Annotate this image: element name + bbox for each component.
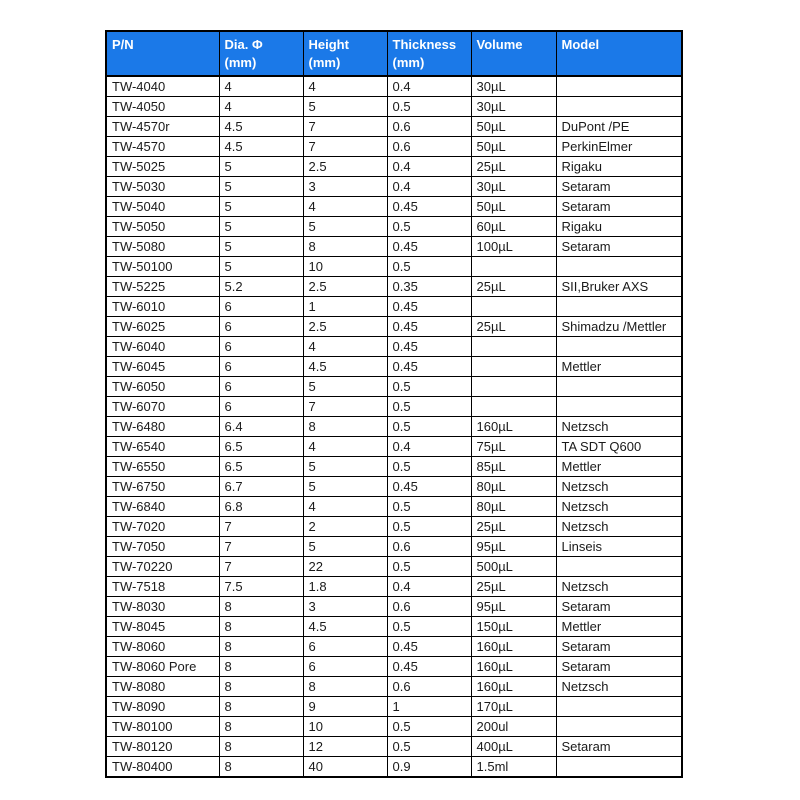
table-row <box>106 517 682 537</box>
table-cell: 2 <box>303 517 387 537</box>
table-cell: 8 <box>303 417 387 437</box>
table-cell: 160µL <box>471 417 556 437</box>
cell-pn: TW-8045 <box>106 617 219 637</box>
table-cell: PerkinElmer <box>556 137 682 157</box>
table-cell: Mettler <box>556 357 682 377</box>
table-cell: 95µL <box>471 597 556 617</box>
table-cell: 7 <box>303 117 387 137</box>
table-cell <box>556 76 682 97</box>
table-cell <box>556 757 682 778</box>
header-cell-thickness <box>387 31 471 76</box>
table-cell: 0.45 <box>387 237 471 257</box>
table-cell: 7 <box>303 137 387 157</box>
table-cell: 8 <box>219 757 303 778</box>
table-cell: SII,Bruker AXS <box>556 277 682 297</box>
table-cell: 4 <box>219 76 303 97</box>
table-cell: 8 <box>219 737 303 757</box>
table-cell: 0.4 <box>387 577 471 597</box>
table-cell: 30µL <box>471 76 556 97</box>
table-cell: Linseis <box>556 537 682 557</box>
spec-table-container <box>105 30 683 778</box>
cell-pn: TW-4570 <box>106 137 219 157</box>
table-cell: 0.6 <box>387 537 471 557</box>
cell-pn: TW-5080 <box>106 237 219 257</box>
table-cell: Netzsch <box>556 677 682 697</box>
table-cell: Netzsch <box>556 477 682 497</box>
table-cell: 7 <box>303 397 387 417</box>
table-cell: 9 <box>303 697 387 717</box>
cell-pn: TW-6040 <box>106 337 219 357</box>
cell-pn: TW-7020 <box>106 517 219 537</box>
table-cell: Setaram <box>556 597 682 617</box>
table-cell: 0.4 <box>387 157 471 177</box>
cell-pn: TW-80400 <box>106 757 219 778</box>
table-row <box>106 577 682 597</box>
table-cell: 60µL <box>471 217 556 237</box>
header-label: Height <box>308 37 349 52</box>
cell-pn: TW-5025 <box>106 157 219 177</box>
table-cell: 5 <box>303 457 387 477</box>
cell-pn: TW-6010 <box>106 297 219 317</box>
cell-pn: TW-8090 <box>106 697 219 717</box>
table-cell: 0.5 <box>387 397 471 417</box>
table-cell: 50µL <box>471 137 556 157</box>
table-cell: 0.5 <box>387 217 471 237</box>
table-cell: 4 <box>303 437 387 457</box>
table-row <box>106 637 682 657</box>
table-cell: 40 <box>303 757 387 778</box>
table-row <box>106 197 682 217</box>
table-cell: 0.9 <box>387 757 471 778</box>
table-cell: TA SDT Q600 <box>556 437 682 457</box>
table-cell: 4 <box>303 76 387 97</box>
table-cell: 6 <box>219 337 303 357</box>
table-row <box>106 497 682 517</box>
table-cell: 85µL <box>471 457 556 477</box>
header-label: Thickness <box>392 37 457 52</box>
header-label: Model <box>561 37 600 52</box>
table-cell: 0.5 <box>387 417 471 437</box>
table-cell: 160µL <box>471 677 556 697</box>
table-row <box>106 417 682 437</box>
table-row <box>106 317 682 337</box>
cell-pn: TW-5050 <box>106 217 219 237</box>
table-cell: 7.5 <box>219 577 303 597</box>
cell-pn: TW-70220 <box>106 557 219 577</box>
table-cell: 8 <box>303 237 387 257</box>
table-cell <box>471 377 556 397</box>
table-cell: 6 <box>219 397 303 417</box>
header-label: Dia. Φ <box>224 37 263 52</box>
table-row <box>106 657 682 677</box>
table-cell: Setaram <box>556 737 682 757</box>
table-cell: 80µL <box>471 497 556 517</box>
table-cell: 4 <box>303 197 387 217</box>
table-cell <box>556 297 682 317</box>
table-cell: 5 <box>303 537 387 557</box>
table-row <box>106 457 682 477</box>
table-cell: 5 <box>219 197 303 217</box>
table-row <box>106 97 682 117</box>
table-cell: 160µL <box>471 637 556 657</box>
table-cell: Rigaku <box>556 217 682 237</box>
table-cell: Rigaku <box>556 157 682 177</box>
table-cell: 10 <box>303 257 387 277</box>
cell-pn: TW-4040 <box>106 76 219 97</box>
cell-pn: TW-5030 <box>106 177 219 197</box>
table-cell: 100µL <box>471 237 556 257</box>
table-cell: 8 <box>219 617 303 637</box>
table-cell: Mettler <box>556 617 682 637</box>
table-cell: 6.5 <box>219 437 303 457</box>
table-cell: Setaram <box>556 197 682 217</box>
table-cell: 95µL <box>471 537 556 557</box>
table-cell: Setaram <box>556 177 682 197</box>
table-cell: 0.6 <box>387 137 471 157</box>
header-label: Volume <box>476 37 523 52</box>
header-row <box>106 31 682 76</box>
table-cell: 80µL <box>471 477 556 497</box>
table-cell: 6 <box>219 297 303 317</box>
header-cell-model <box>556 31 682 76</box>
table-row <box>106 397 682 417</box>
table-cell: 75µL <box>471 437 556 457</box>
table-cell: 8 <box>219 637 303 657</box>
table-row <box>106 277 682 297</box>
table-cell: 7 <box>219 557 303 577</box>
table-cell: 50µL <box>471 197 556 217</box>
header-label: P/N <box>112 37 134 52</box>
cell-pn: TW-8060 <box>106 637 219 657</box>
table-cell: 5 <box>219 237 303 257</box>
table-cell: 400µL <box>471 737 556 757</box>
table-cell <box>471 357 556 377</box>
table-cell: 6.8 <box>219 497 303 517</box>
table-row <box>106 377 682 397</box>
table-cell: 5.2 <box>219 277 303 297</box>
table-cell: Setaram <box>556 237 682 257</box>
table-cell: 4.5 <box>303 357 387 377</box>
table-cell: 5 <box>303 97 387 117</box>
table-cell: 30µL <box>471 177 556 197</box>
table-cell: 8 <box>219 597 303 617</box>
table-cell: 8 <box>303 677 387 697</box>
cell-pn: TW-6840 <box>106 497 219 517</box>
table-cell: 0.45 <box>387 657 471 677</box>
table-cell <box>556 257 682 277</box>
cell-pn: TW-4570r <box>106 117 219 137</box>
table-cell: 160µL <box>471 657 556 677</box>
table-cell: 6 <box>219 377 303 397</box>
cell-pn: TW-4050 <box>106 97 219 117</box>
table-cell: Setaram <box>556 637 682 657</box>
cell-pn: TW-7518 <box>106 577 219 597</box>
table-cell: 1 <box>303 297 387 317</box>
cell-pn: TW-5040 <box>106 197 219 217</box>
header-unit-label: (mm) <box>392 55 425 70</box>
table-cell: 4 <box>303 497 387 517</box>
table-cell: 4 <box>303 337 387 357</box>
table-cell: 0.45 <box>387 637 471 657</box>
table-cell: 4.5 <box>303 617 387 637</box>
table-cell: 1.5ml <box>471 757 556 778</box>
table-cell <box>471 397 556 417</box>
table-cell: 0.45 <box>387 477 471 497</box>
table-cell: 0.4 <box>387 76 471 97</box>
table-cell: 0.4 <box>387 177 471 197</box>
table-row <box>106 237 682 257</box>
table-cell: 3 <box>303 177 387 197</box>
table-cell: DuPont /PE <box>556 117 682 137</box>
cell-pn: TW-6050 <box>106 377 219 397</box>
table-row <box>106 137 682 157</box>
table-cell: 8 <box>219 717 303 737</box>
table-cell: 170µL <box>471 697 556 717</box>
table-cell: 6.7 <box>219 477 303 497</box>
table-cell: 4.5 <box>219 117 303 137</box>
table-cell: 6.4 <box>219 417 303 437</box>
table-cell: 25µL <box>471 577 556 597</box>
table-row <box>106 297 682 317</box>
table-cell: 0.45 <box>387 297 471 317</box>
table-row <box>106 697 682 717</box>
cell-pn: TW-6045 <box>106 357 219 377</box>
table-cell: 5 <box>219 217 303 237</box>
table-row <box>106 617 682 637</box>
table-cell: 0.45 <box>387 337 471 357</box>
table-header <box>106 31 682 76</box>
table-cell: 150µL <box>471 617 556 637</box>
table-cell: 0.45 <box>387 197 471 217</box>
table-row <box>106 737 682 757</box>
header-cell-height <box>303 31 387 76</box>
table-cell <box>471 297 556 317</box>
table-cell: Setaram <box>556 657 682 677</box>
table-cell: 6 <box>303 657 387 677</box>
header-cell-volume <box>471 31 556 76</box>
table-cell: 25µL <box>471 157 556 177</box>
cell-pn: TW-6540 <box>106 437 219 457</box>
table-cell: 5 <box>219 157 303 177</box>
table-row <box>106 177 682 197</box>
table-cell: 0.5 <box>387 257 471 277</box>
header-cell-p-n <box>106 31 219 76</box>
cell-pn: TW-6025 <box>106 317 219 337</box>
table-cell: 5 <box>303 377 387 397</box>
table-cell: 500µL <box>471 557 556 577</box>
table-cell: 6 <box>219 357 303 377</box>
table-cell: 7 <box>219 537 303 557</box>
table-cell <box>556 697 682 717</box>
table-cell: 25µL <box>471 317 556 337</box>
table-cell: 50µL <box>471 117 556 137</box>
table-cell: 0.6 <box>387 677 471 697</box>
table-cell: 30µL <box>471 97 556 117</box>
table-row <box>106 477 682 497</box>
table-cell: 5 <box>219 177 303 197</box>
table-cell: 0.5 <box>387 497 471 517</box>
header-unit-label: (mm) <box>224 55 257 70</box>
table-row <box>106 76 682 97</box>
table-row <box>106 257 682 277</box>
table-cell: 5 <box>303 217 387 237</box>
table-cell: 12 <box>303 737 387 757</box>
table-row <box>106 557 682 577</box>
table-cell: 4 <box>219 97 303 117</box>
table-cell: 6 <box>303 637 387 657</box>
table-cell: Mettler <box>556 457 682 477</box>
table-row <box>106 677 682 697</box>
cell-pn: TW-5225 <box>106 277 219 297</box>
spec-table <box>105 30 683 778</box>
table-cell: 2.5 <box>303 157 387 177</box>
table-cell: 0.5 <box>387 97 471 117</box>
table-cell: 0.5 <box>387 457 471 477</box>
table-row <box>106 597 682 617</box>
table-cell <box>556 397 682 417</box>
table-body <box>106 76 682 777</box>
table-cell: 0.6 <box>387 597 471 617</box>
table-cell <box>471 337 556 357</box>
table-cell: 0.45 <box>387 317 471 337</box>
table-row <box>106 717 682 737</box>
table-cell: 25µL <box>471 277 556 297</box>
cell-pn: TW-6550 <box>106 457 219 477</box>
cell-pn: TW-6750 <box>106 477 219 497</box>
table-cell: Netzsch <box>556 497 682 517</box>
cell-pn: TW-80120 <box>106 737 219 757</box>
table-row <box>106 357 682 377</box>
cell-pn: TW-50100 <box>106 257 219 277</box>
cell-pn: TW-7050 <box>106 537 219 557</box>
cell-pn: TW-8030 <box>106 597 219 617</box>
table-cell: 0.5 <box>387 517 471 537</box>
table-cell <box>471 257 556 277</box>
table-cell: 5 <box>303 477 387 497</box>
table-row <box>106 537 682 557</box>
table-cell: 0.5 <box>387 557 471 577</box>
table-cell: 0.5 <box>387 377 471 397</box>
cell-pn: TW-80100 <box>106 717 219 737</box>
table-cell: 0.6 <box>387 117 471 137</box>
cell-pn: TW-6070 <box>106 397 219 417</box>
table-cell: 1.8 <box>303 577 387 597</box>
table-cell <box>556 337 682 357</box>
header-unit-label: (mm) <box>308 55 341 70</box>
table-cell: 5 <box>219 257 303 277</box>
table-row <box>106 217 682 237</box>
table-cell: 6.5 <box>219 457 303 477</box>
table-cell: 0.5 <box>387 717 471 737</box>
table-row <box>106 757 682 778</box>
table-cell: 200ul <box>471 717 556 737</box>
table-cell: 22 <box>303 557 387 577</box>
table-row <box>106 337 682 357</box>
table-cell: 2.5 <box>303 317 387 337</box>
header-cell-dia <box>219 31 303 76</box>
table-cell: 10 <box>303 717 387 737</box>
table-cell: Shimadzu /Mettler <box>556 317 682 337</box>
cell-pn: TW-6480 <box>106 417 219 437</box>
table-cell <box>556 97 682 117</box>
table-row <box>106 437 682 457</box>
table-row <box>106 117 682 137</box>
cell-pn: TW-8060 Pore <box>106 657 219 677</box>
table-cell: 25µL <box>471 517 556 537</box>
table-cell: 0.5 <box>387 737 471 757</box>
table-row <box>106 157 682 177</box>
table-cell: 0.35 <box>387 277 471 297</box>
table-cell <box>556 717 682 737</box>
table-cell <box>556 377 682 397</box>
table-cell: 1 <box>387 697 471 717</box>
table-cell <box>556 557 682 577</box>
table-cell: Netzsch <box>556 417 682 437</box>
table-cell: Netzsch <box>556 517 682 537</box>
table-cell: Netzsch <box>556 577 682 597</box>
table-cell: 0.45 <box>387 357 471 377</box>
table-cell: 8 <box>219 697 303 717</box>
table-cell: 0.4 <box>387 437 471 457</box>
table-cell: 4.5 <box>219 137 303 157</box>
table-cell: 8 <box>219 677 303 697</box>
table-cell: 8 <box>219 657 303 677</box>
table-cell: 7 <box>219 517 303 537</box>
table-cell: 6 <box>219 317 303 337</box>
cell-pn: TW-8080 <box>106 677 219 697</box>
table-cell: 0.5 <box>387 617 471 637</box>
table-cell: 2.5 <box>303 277 387 297</box>
table-cell: 3 <box>303 597 387 617</box>
